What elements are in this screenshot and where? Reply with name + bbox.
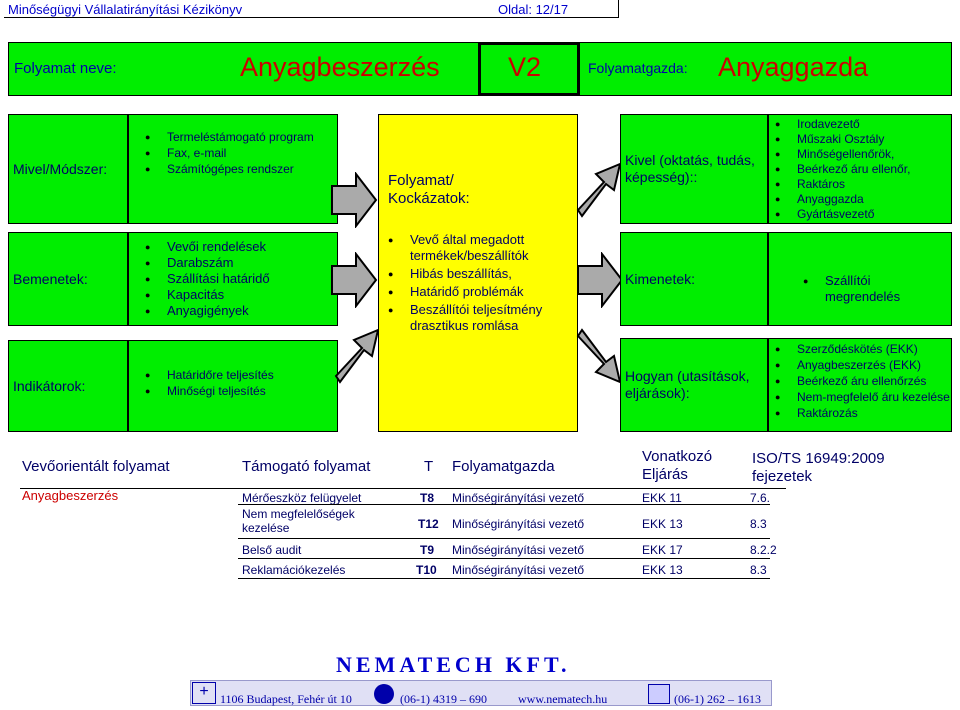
list-item: ● Beszállítói teljesítmény drasztikus romlása — [388, 302, 574, 334]
arrow-right-icon — [330, 172, 378, 228]
customer-process: Anyagbeszerzés — [22, 488, 119, 503]
list-item: ● Beérkező áru ellenőrzés — [775, 373, 951, 389]
document-title: Minőségügyi Vállalatirányítási Kézikönyv — [8, 2, 243, 17]
indicators-list — [145, 367, 337, 399]
company-name: NEMATECH KFT. — [336, 652, 571, 677]
list-item: ● Termeléstámogató program — [145, 129, 337, 145]
list-item: ● Nem-megfelelő áru kezelése — [775, 389, 951, 405]
support-cell: Mérőeszköz felügyelet — [242, 491, 362, 505]
list-item: ● Anyaggazda — [775, 192, 951, 207]
how-cell — [768, 338, 952, 432]
footer-web: www.nematech.hu — [518, 692, 608, 706]
table-header-t: T — [424, 458, 434, 475]
outputs-list — [803, 273, 923, 305]
list-item: ● Raktáros — [775, 177, 951, 192]
method-list — [145, 129, 337, 177]
owner-cell: Minőségirányítási vezető — [452, 543, 585, 557]
list-item: ● Irodavezető — [775, 117, 951, 132]
list-item: ● Beérkező áru ellenőr, — [775, 162, 951, 177]
t-cell: T12 — [418, 517, 439, 531]
list-item: ● Vevő által megadott termékek/beszállítók — [388, 232, 574, 264]
how-list — [775, 341, 951, 421]
procedure-cell: EKK 13 — [642, 517, 683, 531]
how-label-cell — [620, 338, 768, 432]
table-header-iso: ISO/TS 16949:2009 fejezetek — [752, 450, 885, 485]
indicators-label: Indikátorok: — [13, 378, 86, 394]
footer-fax: (06-1) 262 – 1613 — [674, 692, 761, 706]
who-cell — [768, 114, 952, 224]
table-row — [238, 538, 777, 558]
list-item: ● Hibás beszállítás, — [388, 266, 574, 282]
iso-cell: 8.3 — [750, 517, 767, 531]
list-item: ● Fax, e-mail — [145, 145, 337, 161]
t-cell: T9 — [420, 543, 435, 557]
support-cell: Reklamációkezelés — [242, 563, 346, 577]
procedure-cell: EKK 17 — [642, 543, 683, 557]
process-name: Anyagbeszerzés — [240, 52, 440, 82]
who-label: Kivel (oktatás, tudás, képesség):: — [625, 152, 755, 185]
arrow-up-right-icon — [332, 326, 382, 386]
list-item: ● Anyagbeszerzés (EKK) — [775, 357, 951, 373]
arrow-right-icon — [330, 252, 378, 308]
process-name-label: Folyamat neve: — [14, 60, 117, 77]
indicators-label-cell — [8, 340, 128, 432]
table-row — [238, 558, 770, 579]
list-item: ● Minőségi teljesítés — [145, 383, 337, 399]
procedure-cell: EKK 11 — [642, 491, 682, 505]
procedure-cell: EKK 13 — [642, 563, 683, 577]
how-label: Hogyan (utasítások, eljárások): — [625, 368, 750, 401]
method-cell — [128, 114, 338, 224]
arrow-down-right-icon — [574, 326, 624, 386]
outputs-label-cell — [620, 232, 768, 326]
list-item: ● Határidő problémák — [388, 284, 574, 300]
support-cell: Belső audit — [242, 543, 302, 557]
inputs-label-cell — [8, 232, 128, 326]
list-item: ● Szállítói megrendelés — [803, 273, 923, 305]
process-version: V2 — [508, 52, 542, 82]
table-header-customer: Vevőorientált folyamat — [22, 458, 170, 475]
table-row — [238, 504, 770, 538]
table-header-owner: Folyamatgazda — [452, 458, 555, 475]
owner-cell: Minőségirányítási vezető — [452, 517, 585, 531]
list-item: ● Darabszám — [145, 255, 337, 271]
support-cell: Nem megfelelőségek kezelése — [242, 507, 355, 535]
list-item: ● Gyártásvezető — [775, 207, 951, 222]
owner-cell: Minőségirányítási vezető — [452, 563, 585, 577]
risks-label: Folyamat/ Kockázatok: — [388, 172, 470, 207]
list-item: ● Kapacitás — [145, 287, 337, 303]
list-item: ● Szállítási határidő — [145, 271, 337, 287]
table-header-procedure: Vonatkozó Eljárás — [642, 448, 713, 483]
t-cell: T10 — [416, 563, 437, 577]
risks-cell — [388, 232, 574, 334]
iso-cell: 7.6. — [750, 491, 771, 505]
list-item: ● Határidőre teljesítés — [145, 367, 337, 383]
who-list — [775, 117, 951, 222]
list-item: ● Számítógépes rendszer — [145, 161, 337, 177]
method-label-cell — [8, 114, 128, 224]
risks-list — [388, 232, 574, 334]
table-row — [238, 488, 786, 504]
inputs-cell — [128, 232, 338, 326]
list-item: ● Anyagigények — [145, 303, 337, 319]
list-item: ● Szerződéskötés (EKK) — [775, 341, 951, 357]
support-table — [238, 488, 777, 580]
table-header-support: Támogató folyamat — [242, 458, 371, 475]
t-cell: T8 — [420, 491, 435, 505]
arrow-up-right-icon — [574, 160, 624, 220]
list-item: ● Műszaki Osztály — [775, 132, 951, 147]
process-owner-label: Folyamatgazda: — [588, 60, 688, 76]
owner-cell: Minőségirányítási vezető — [452, 491, 585, 505]
list-item: ● Minőségellenőrök, — [775, 147, 951, 162]
phone-icon — [374, 684, 394, 704]
list-item: ● Vevői rendelések — [145, 239, 337, 255]
indicators-cell — [128, 340, 338, 432]
footer-address: 1106 Budapest, Fehér út 10 — [220, 692, 352, 706]
iso-cell: 8.2.2 — [750, 543, 777, 557]
outputs-label: Kimenetek: — [625, 271, 696, 287]
inputs-label: Bemenetek: — [13, 271, 88, 287]
fax-icon — [648, 684, 670, 704]
who-label-cell — [620, 114, 768, 224]
list-item: ● Raktározás — [775, 405, 951, 421]
address-icon: + — [192, 682, 216, 704]
arrow-right-icon — [576, 252, 624, 308]
outputs-cell — [768, 232, 952, 326]
iso-cell: 8.3 — [750, 563, 767, 577]
inputs-list — [145, 239, 337, 319]
page-number: Oldal: 12/17 — [498, 2, 569, 17]
method-label: Mivel/Módszer: — [13, 161, 108, 177]
process-owner: Anyaggazda — [718, 52, 869, 82]
footer-phone: (06-1) 4319 – 690 — [400, 692, 487, 706]
